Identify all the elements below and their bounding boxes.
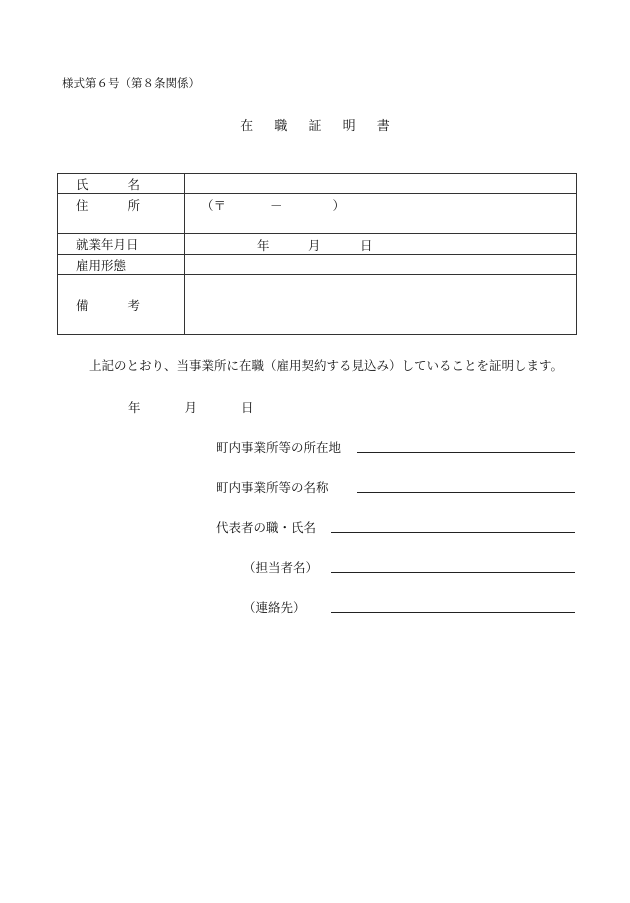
name-label <box>76 175 140 193</box>
name-field[interactable] <box>185 174 577 194</box>
name-label-char: 氏 <box>76 176 89 192</box>
address-row <box>58 194 577 234</box>
issue-year-label: 年 <box>128 400 141 415</box>
issue-day-label: 日 <box>241 400 254 415</box>
name-row <box>58 174 577 194</box>
year-label: 年 <box>257 238 270 253</box>
person-in-charge-label: （担当者名） <box>243 560 319 575</box>
title-char: 明 <box>342 119 356 134</box>
contact-field[interactable] <box>331 612 575 613</box>
location-field[interactable] <box>357 452 575 453</box>
remarks-label <box>76 296 140 314</box>
certification-text: 上記のとおり、当事業所に在職（雇用契約する見込み）していることを証明します。 <box>89 358 564 373</box>
business-name-field[interactable] <box>357 492 575 493</box>
title-char: 職 <box>274 119 288 134</box>
representative-field[interactable] <box>331 532 575 533</box>
remarks-label-char: 考 <box>127 297 140 313</box>
address-label-char: 所 <box>127 198 140 213</box>
remarks-label-cell <box>58 275 185 335</box>
address-label <box>76 196 140 214</box>
title-char: 在 <box>240 119 254 134</box>
title-char: 証 <box>308 119 322 134</box>
location-label: 町内事業所等の所在地 <box>216 440 342 455</box>
postal-dash: － <box>270 198 283 213</box>
postal-open: （〒 <box>201 198 227 213</box>
remarks-label-char: 備 <box>76 297 89 313</box>
employment-type-row <box>58 255 577 275</box>
employment-info-table <box>57 173 577 335</box>
business-name-label: 町内事業所等の名称 <box>216 480 329 495</box>
remarks-field[interactable] <box>185 275 577 335</box>
postal-close: ） <box>332 198 346 213</box>
address-label-char: 住 <box>76 198 89 213</box>
form-number: 様式第６号（第８条関係） <box>62 76 200 90</box>
name-label-cell <box>58 174 185 194</box>
name-label-char: 名 <box>127 176 140 192</box>
title-char: 書 <box>376 119 390 134</box>
employment-date-label: 就業年月日 <box>58 234 185 255</box>
address-label-cell <box>58 194 185 234</box>
remarks-row <box>58 275 577 335</box>
postal-code-line <box>185 194 576 214</box>
issue-date <box>128 398 254 416</box>
document-title <box>0 115 630 134</box>
contact-label: （連絡先） <box>243 600 306 615</box>
employment-date-row <box>58 234 577 255</box>
person-in-charge-field[interactable] <box>331 572 575 573</box>
issue-month-label: 月 <box>184 400 198 415</box>
day-label: 日 <box>360 238 373 253</box>
employment-date-field[interactable] <box>185 234 577 255</box>
employment-type-field[interactable] <box>185 255 577 275</box>
address-field[interactable] <box>185 194 577 234</box>
representative-label: 代表者の職・氏名 <box>216 520 317 535</box>
month-label: 月 <box>308 238 321 253</box>
employment-type-label: 雇用形態 <box>58 255 185 275</box>
